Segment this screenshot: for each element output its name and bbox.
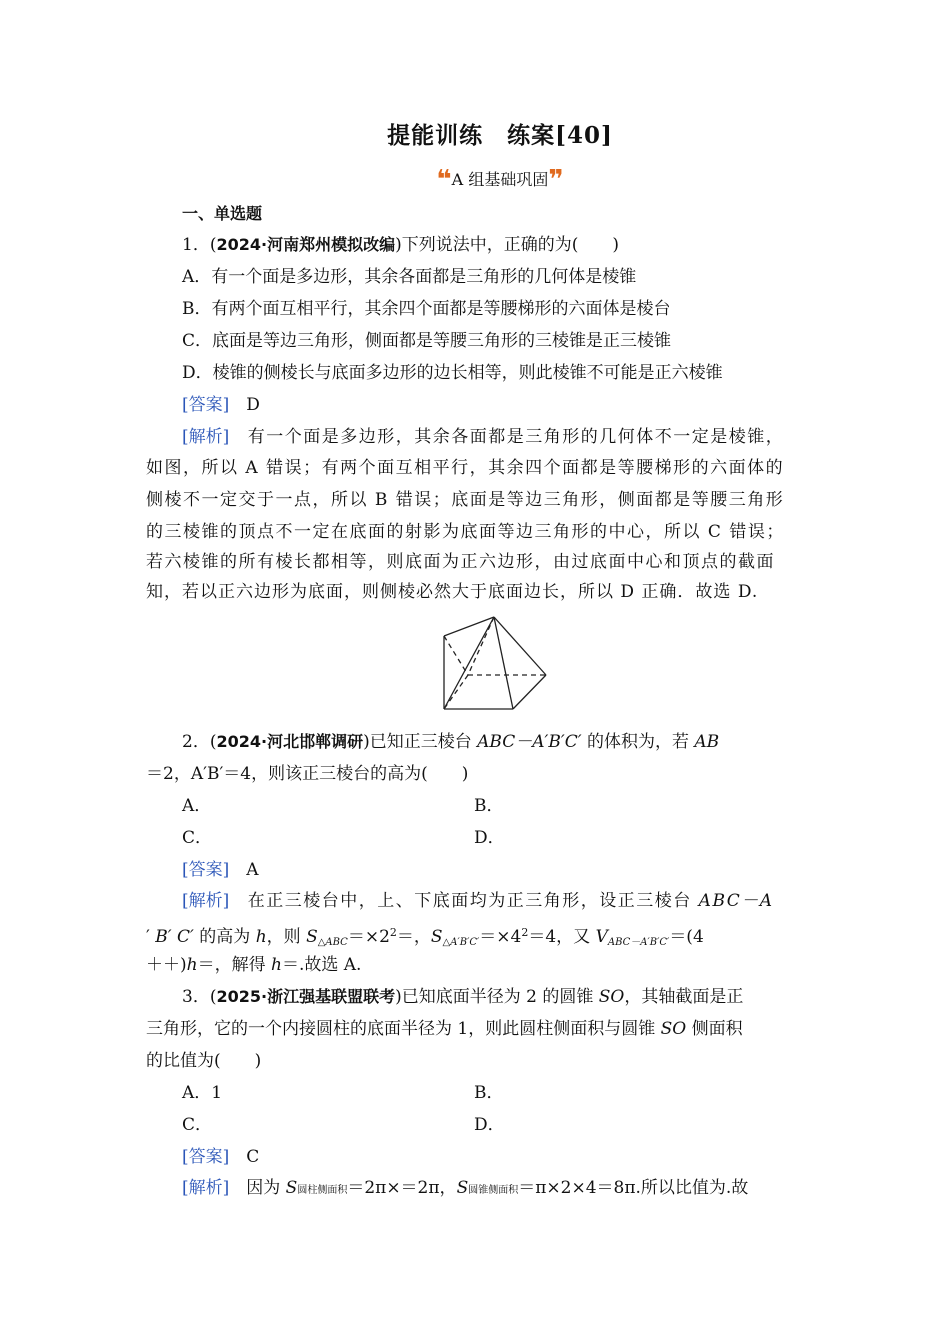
math-subscript: 圆柱侧面积 [297, 1185, 348, 1196]
analysis-text: ＝×4 [479, 927, 522, 947]
answer-tag: [答案] [182, 1147, 230, 1167]
hidden-edge [444, 636, 468, 675]
question-text: )已知正三棱台 [363, 732, 478, 752]
edge [494, 617, 546, 675]
answer-value: C [246, 1147, 260, 1167]
edge [513, 675, 546, 709]
option-c: C． [182, 1115, 213, 1135]
analysis-text: 的高为 [193, 927, 256, 947]
math-subscript: △ABC [317, 937, 348, 948]
analysis-text: ，则 [266, 927, 307, 947]
group-label: A 组基础巩固 [451, 170, 549, 189]
math-subscript: ABC－A′B′C′ [607, 937, 670, 948]
analysis-text: ＝(4 [669, 927, 704, 947]
question-text: )下列说法中，正确的为( ) [395, 235, 619, 255]
analysis-line [146, 953, 361, 977]
math-expression: ABC－A′B′C′ [477, 732, 582, 752]
analysis-text: ＝， [396, 927, 431, 947]
math-expression: S [456, 1178, 469, 1198]
analysis-text: ＝.故选 A. [281, 955, 362, 975]
section-heading: 一、单选题 [182, 204, 263, 223]
question-text: 侧面积 [686, 1019, 743, 1039]
question-text: 三角形，它的一个内接圆柱的底面半径为 1，则此圆柱侧面积与圆锥 [146, 1019, 661, 1039]
option-d: D． [474, 1115, 505, 1135]
analysis-tag: [解析] [182, 427, 230, 447]
question-number: 3．( [182, 987, 217, 1007]
question-source: 2025·浙江强基联盟联考 [216, 987, 396, 1006]
option-d: D．棱锥的侧棱长与底面多边形的边长相等，则此棱锥不可能是正六棱锥 [182, 363, 723, 383]
answer-line [182, 1145, 259, 1169]
analysis-text: ＋＋) [146, 955, 187, 975]
option-d: D． [474, 828, 505, 848]
question-number: 2．( [182, 732, 217, 752]
analysis-line: 知，若以正六边形为底面，则侧棱必然大于底面边长，所以 D 正确．故选 D. [146, 582, 759, 602]
question-source: 2024·河北邯郸调研 [216, 732, 364, 751]
math-expression: AB [694, 732, 720, 752]
analysis-tag: [解析] [182, 891, 230, 911]
question-3-line3: 的比值为( ) [146, 1051, 262, 1071]
math-expression: S [430, 927, 443, 947]
edge [494, 617, 513, 709]
option-b: B． [474, 796, 504, 816]
math-subscript: 圆锥侧面积 [468, 1185, 519, 1196]
question-3-line2 [146, 1017, 743, 1041]
analysis-text: 因为 [246, 1178, 286, 1198]
question-source: 2024·河南郑州模拟改编 [216, 235, 396, 254]
analysis-line: 的三棱锥的顶点不一定在底面的射影为底面等边三角形的中心，所以 C 错误； [146, 522, 785, 542]
analysis-text: ＝4，又 [528, 927, 596, 947]
analysis-line: 若六棱锥的所有棱长都相等，则底面为正六边形，由过底面中心和顶点的截面 [146, 552, 775, 572]
math-expression: ABC－A [698, 891, 774, 911]
question-text: 的体积为，若 [581, 732, 695, 752]
analysis-text: ＝×2 [347, 927, 390, 947]
group-heading [0, 165, 950, 195]
question-2-stem [182, 730, 719, 754]
answer-tag: [答案] [182, 395, 230, 415]
edge [444, 617, 494, 636]
question-3-stem [182, 985, 743, 1009]
analysis-line: 如图，所以 A 错误；有两个面互相平行，其余四个面都是等腰梯形的六面体的 [146, 458, 785, 478]
question-text: ，其轴截面是正 [624, 987, 744, 1007]
question-number: 1．( [182, 235, 217, 255]
edge [444, 617, 494, 709]
math-expression: h [271, 955, 282, 975]
option-c: C．底面是等边三角形，侧面都是等腰三角形的三棱锥是正三棱锥 [182, 331, 672, 351]
option-a: A． [182, 796, 212, 816]
analysis-text: 在正三棱台中，上、下底面均为正三角形，设正三棱台 [247, 891, 699, 911]
question-text: )已知底面半径为 2 的圆锥 [395, 987, 599, 1007]
analysis-line [146, 921, 704, 955]
math-expression: h [186, 955, 198, 975]
analysis-text: ＝π×2×4＝8π.所以比值为.故 [518, 1178, 749, 1198]
option-c: C． [182, 828, 213, 848]
math-expression: SO [598, 987, 625, 1007]
analysis-text: ＝2π×＝2π， [347, 1178, 457, 1198]
pyramid-figure [438, 614, 552, 714]
question-2-line2: ＝2，A′B′＝4，则该正三棱台的高为( ) [146, 764, 469, 784]
answer-tag: [答案] [182, 860, 230, 880]
answer-line [182, 393, 260, 417]
answer-value: D [246, 395, 260, 415]
math-expression: h [255, 927, 267, 947]
math-expression: V [595, 927, 608, 947]
math-subscript: △A′B′C′ [442, 937, 480, 948]
hidden-edge [444, 675, 468, 709]
option-b: B． [474, 1083, 504, 1103]
analysis-line [182, 889, 774, 913]
option-a: A．1 [182, 1083, 223, 1103]
page-title: 提能训练 练案[40] [387, 122, 613, 149]
math-superscript: 2 [521, 926, 529, 939]
math-expression: S [306, 927, 318, 947]
analysis-tag: [解析] [182, 1178, 230, 1198]
analysis-text: 有一个面是多边形，其余各面都是三角形的几何体不一定是棱锥， [247, 427, 785, 447]
math-expression: SO [660, 1019, 687, 1039]
math-expression: S [285, 1178, 298, 1198]
answer-line [182, 858, 259, 882]
analysis-line [182, 425, 784, 449]
question-1-stem [182, 233, 619, 257]
analysis-text: ＝，解得 [197, 955, 271, 975]
analysis-line: 侧棱不一定交于一点，所以 B 错误；底面是等边三角形，侧面都是等腰三角形 [146, 490, 785, 510]
quote-open-icon: ❝ [436, 165, 452, 195]
answer-value: A [246, 860, 259, 880]
math-expression: ′ [146, 927, 156, 947]
option-a: A．有一个面是多边形，其余各面都是三角形的几何体是棱锥 [182, 267, 637, 287]
analysis-line [182, 1176, 748, 1203]
option-b: B．有两个面互相平行，其余四个面都是等腰梯形的六面体是棱台 [182, 299, 671, 319]
math-superscript: 2 [389, 926, 397, 939]
quote-close-icon: ❞ [548, 165, 564, 195]
math-expression: B′ C′ [155, 927, 194, 947]
